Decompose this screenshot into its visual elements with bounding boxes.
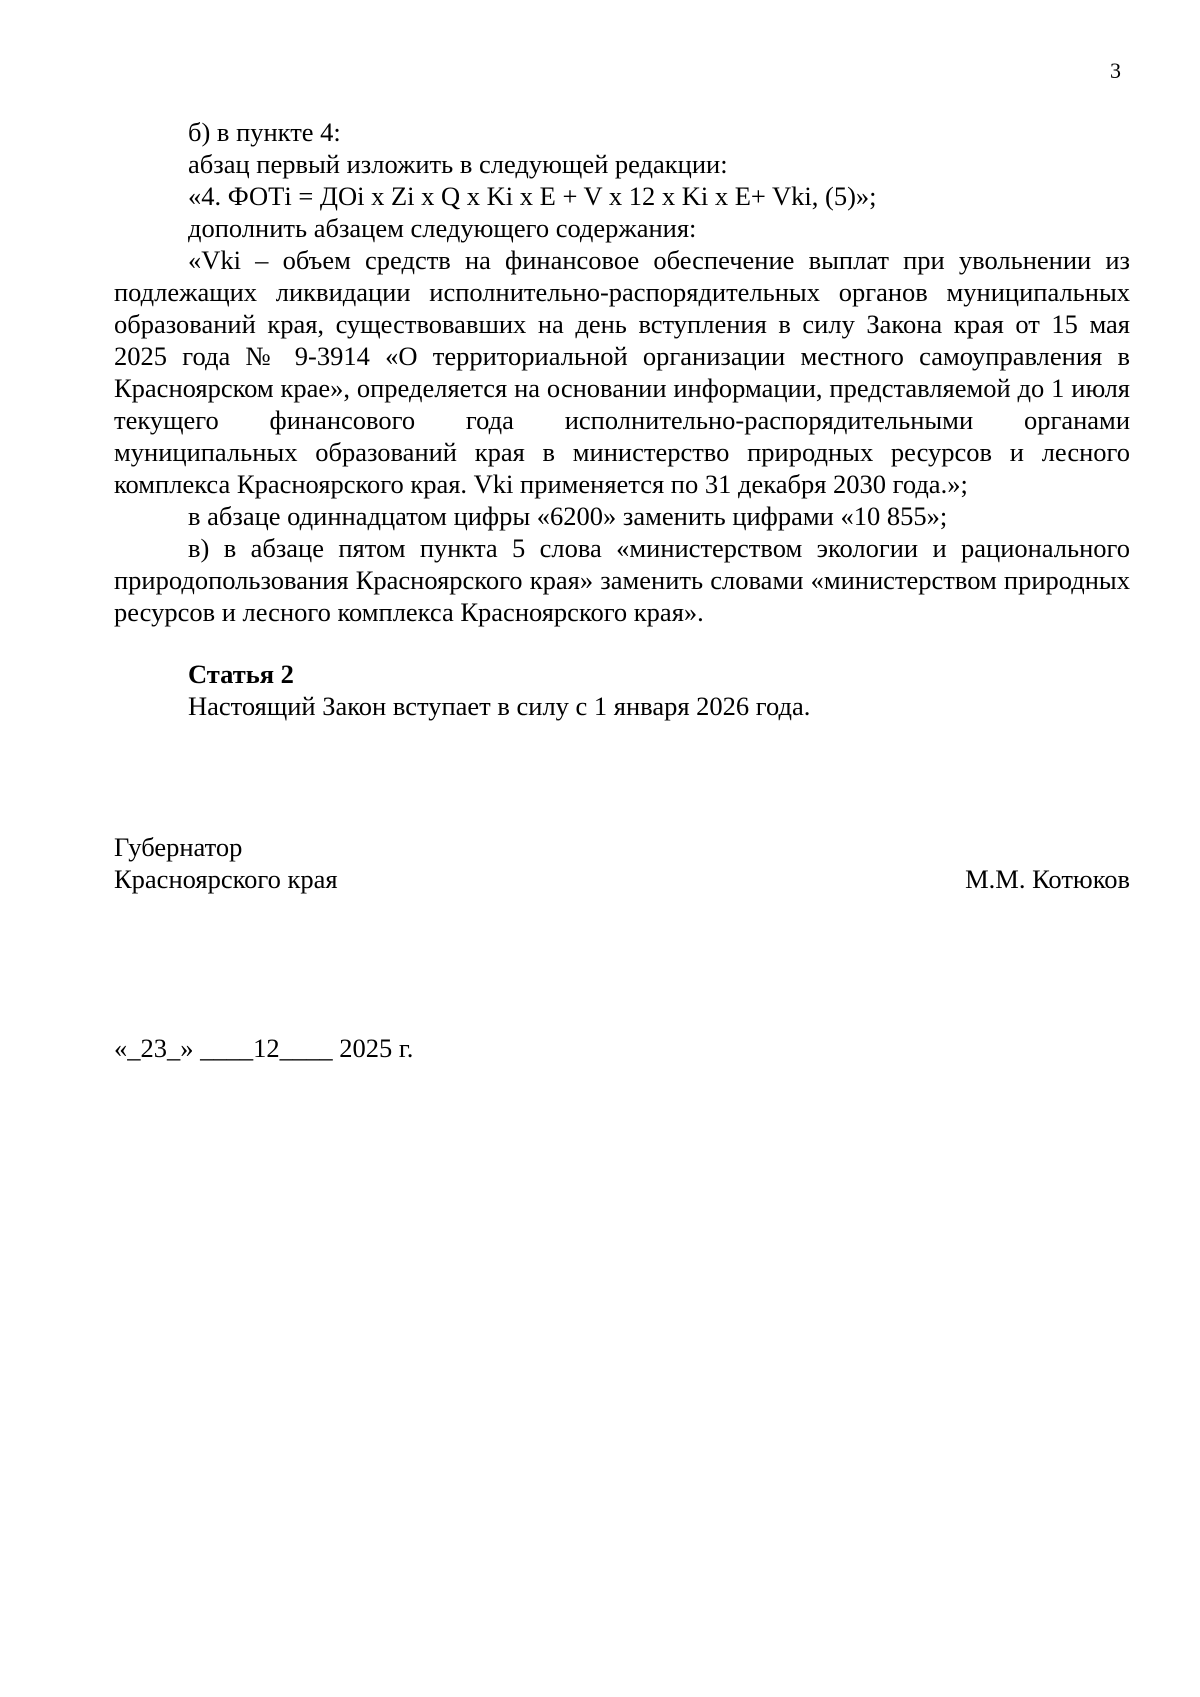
article-text: Настоящий Закон вступает в силу с 1 января 2026 года. (188, 691, 811, 721)
paragraph-formula: «4. ФОТi = ДОi x Zi x Q x Ki x E + V x 12 x Ki x E+ Vki, (5)»; (188, 181, 877, 211)
paragraph-eleventh-abzac: в абзаце одиннадцатом цифры «6200» заменить цифрами «10 855»; (188, 501, 948, 531)
page-number: 3 (1110, 58, 1121, 83)
signature-row (114, 863, 1130, 895)
paragraph-subpoint-b: б) в пункте 4: (188, 117, 341, 147)
signature-title-line2: Красноярского края (114, 864, 338, 894)
paragraph-subpoint-v: в) в абзаце пятом пункта 5 слова «министерством экологии и рационального природопользования Красноярского края» заменить словами «министерством природных ресурсов и лесного комплекса Красноярского края». (114, 533, 1130, 627)
article-heading: Статья 2 (188, 659, 294, 689)
paragraph-supplement: дополнить абзацем следующего содержания: (188, 213, 697, 243)
paragraph-vki-definition: «Vki – объем средств на финансовое обеспечение выплат при увольнении из подлежащих ликвидации исполнительно-распорядительных органов муниципальных образований края, существовавших на день вступления в силу Закона края от 15 мая 2025 года № 9-3914 «О территориальной организации местного самоуправления в Красноярском крае», определяется на основании информации, представляемой до 1 июля текущего финансового года исполнительно-распорядительными органами муниципальных образований края в министерство природных ресурсов и лесного комплекса Красноярского края. Vki применяется по 31 декабря 2030 года.»; (114, 245, 1130, 499)
signature-block (114, 831, 1130, 895)
document-date: «_23_» ____12____ 2025 г. (114, 1033, 414, 1063)
signature-title-line1: Губернатор (114, 832, 243, 862)
paragraph-first-abzac: абзац первый изложить в следующей редакции: (188, 149, 728, 179)
signature-name: М.М. Котюков (965, 864, 1130, 894)
document-body (114, 116, 1130, 722)
